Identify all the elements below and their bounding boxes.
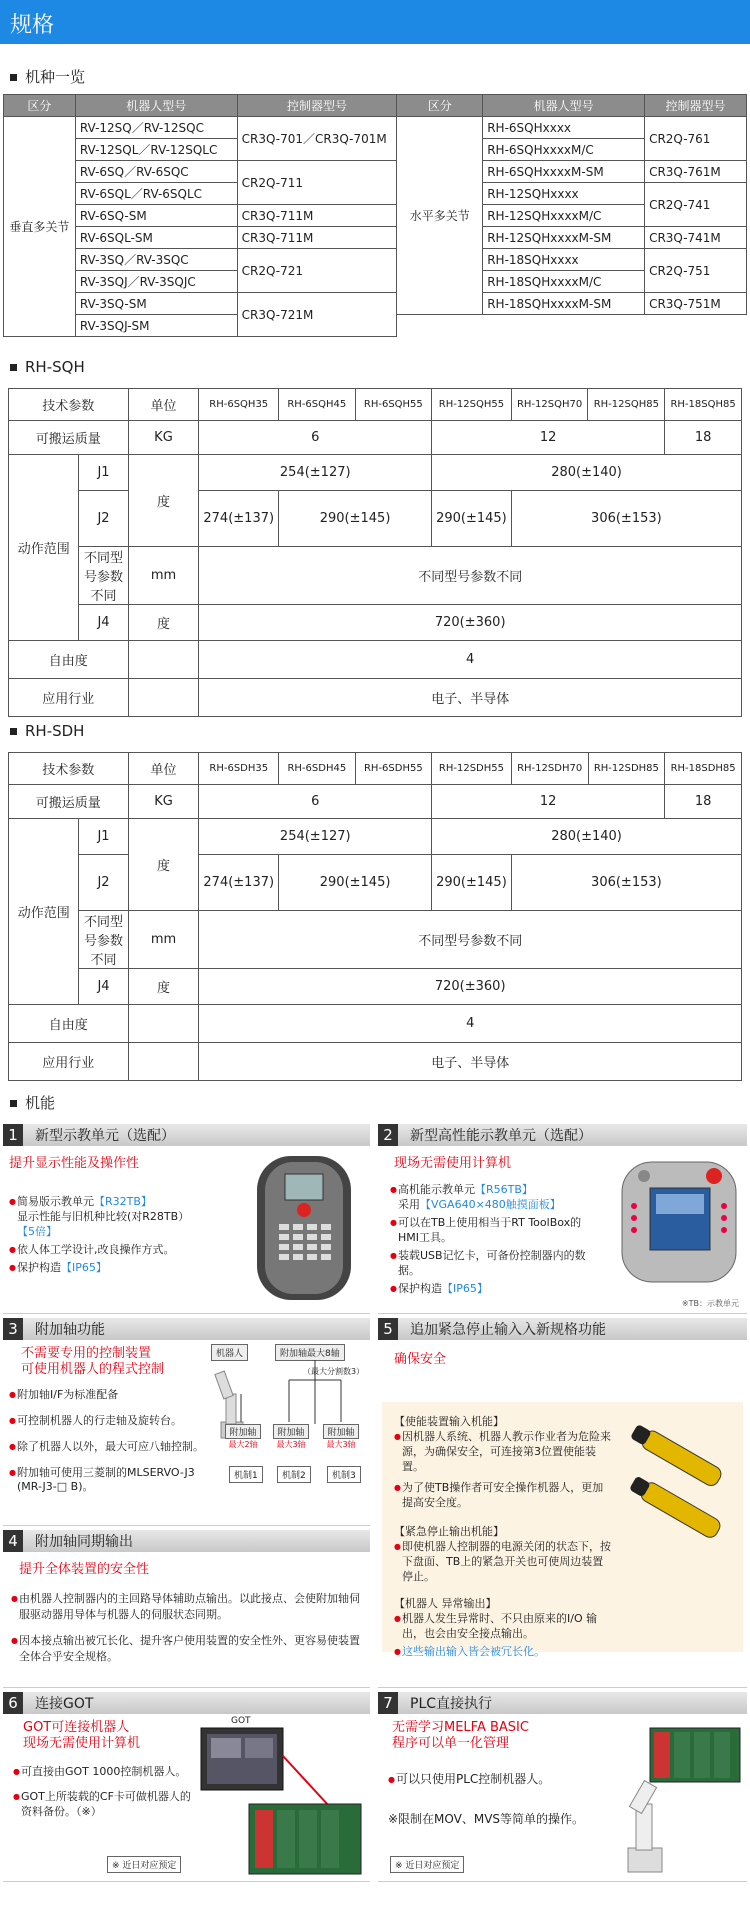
spec-row [9, 547, 742, 605]
spec-cell: 720(±360) [199, 969, 742, 1005]
spec-row [9, 1005, 742, 1043]
list-item: ● 为了使TB操作者可安全操作机器人，更加提高安全度。 [394, 1480, 614, 1510]
spec-cell [128, 641, 199, 679]
spec-cell: KG [128, 421, 199, 455]
section-sdh-title: RH-SDH [10, 722, 84, 740]
section-func-title: 机能 [10, 1092, 55, 1113]
empty-cell [397, 315, 747, 337]
spec-cell: RH-6SDH55 [355, 753, 432, 785]
feature-list: 【使能装置输入机能】 ● 因机器人系统、机器人教示作业者为危险来源，为确保安全，可连接第3位置使能装置。 ● 为了使TB操作者可安全操作机器人，更加提高安全度。 【紧急停止输出机能】 ● 即使机器人控制器的电源关闭的状态下，按下盘面、TB上的紧急开关也可使周边装置停止。 【机器人 异常输出】 ● 机器人发生异常时、不只由原来的I/O 输出，也会由安全接点输出。 ● 这些输出输入皆会被冗长化。 [394, 1414, 614, 1662]
spec-cell: 自由度 [9, 1005, 129, 1043]
list-item: ● 保护构造【IP65】 [9, 1260, 219, 1275]
list-item: ● 可控制机器人的行走轴及旋转台。 [9, 1414, 209, 1428]
spec-cell: 可搬运质量 [9, 421, 129, 455]
square-bullet-icon [10, 74, 17, 81]
model-row [4, 227, 747, 249]
robot-cell: RV-12SQ／RV-12SQC [75, 117, 237, 139]
spec-row [9, 785, 742, 819]
panel-plc [378, 1692, 747, 1882]
panel-highlight: 现场无需使用计算机 [394, 1156, 512, 1171]
controller-cell: CR2Q-751 [645, 249, 747, 293]
robot-cell: RH-18SQHxxxxM-SM [483, 293, 645, 315]
list-item: ● 装载USB记忆卡，可备份控制器内的数据。 [390, 1248, 590, 1278]
spec-cell: KG [128, 785, 199, 819]
panel-highlight: 无需学习MELFA BASIC 程序可以单一化管理 [392, 1720, 529, 1751]
model-row [4, 161, 747, 183]
spec-cell: 12 [432, 421, 665, 455]
spec-cell: 280(±140) [432, 455, 742, 491]
panel-header: 7 PLC直接执行 [378, 1692, 747, 1714]
mech-3: 附加轴 最大3轴 [323, 1424, 359, 1450]
spec-row [9, 641, 742, 679]
panel-header: 4 附加轴同期输出 [3, 1530, 370, 1552]
robot-cell: RV-6SQL-SM [75, 227, 237, 249]
spec-cell: 自由度 [9, 641, 129, 679]
got-plc-illustration [199, 1726, 365, 1876]
robot-cell: RV-6SQ-SM [75, 205, 237, 227]
robot-cell: RV-6SQ／RV-6SQC [75, 161, 237, 183]
spec-row [9, 819, 742, 855]
spec-cell: 动作范围 [9, 455, 79, 641]
list-item: ● 可直接由GOT 1000控制机器人。 [13, 1764, 193, 1779]
spec-cell: RH-12SDH55 [432, 753, 512, 785]
model-row [4, 117, 747, 139]
robot-cell: RH-18SQHxxxx [483, 249, 645, 271]
list-item: ● GOT上所装载的CF卡可做机器人的资料备份。（※） [13, 1789, 193, 1819]
robot-cell: RH-6SQHxxxx [483, 117, 645, 139]
spec-cell: 18 [665, 785, 742, 819]
spec-row [9, 753, 742, 785]
list-item: ● 可以只使用PLC控制机器人。 [388, 1772, 598, 1787]
list-item: ● 机器人发生异常时、不只由原来的I/O 输出，也会由安全接点输出。 [394, 1611, 614, 1641]
header-cell: 机器人型号 [75, 95, 237, 117]
square-bullet-icon [10, 1100, 17, 1107]
spec-row [9, 911, 742, 969]
spec-cell: 不同型号参数不同 [199, 547, 742, 605]
robot-cell: RH-12SQHxxxxM/C [483, 205, 645, 227]
mech-2: 附加轴 最大3轴 [273, 1424, 309, 1450]
model-row [4, 249, 747, 271]
robot-cell: RV-6SQL／RV-6SQLC [75, 183, 237, 205]
spec-cell: 18 [665, 421, 742, 455]
zone-cell: 垂直多关节 [4, 117, 76, 337]
feature-list [9, 1388, 209, 1497]
header-cell: 机器人型号 [483, 95, 645, 117]
spec-cell: 不同型号参数不同 [199, 911, 742, 969]
spec-cell: 254(±127) [199, 455, 432, 491]
panel-header: 5 追加紧急停止输入入新规格功能 [378, 1318, 747, 1340]
robot-cell: RV-3SQJ／RV-3SQJC [75, 271, 237, 293]
spec-cell: 单位 [128, 389, 199, 421]
panel-header: 1 新型示教单元（选配） [3, 1124, 370, 1146]
footnote: ※TB：示教单元 [681, 1299, 739, 1308]
panel-additional-axis [3, 1318, 370, 1526]
spec-cell: RH-12SQH55 [432, 389, 512, 421]
spec-cell [128, 1043, 199, 1081]
feature-list [13, 1764, 193, 1822]
spec-cell: RH-12SDH85 [588, 753, 665, 785]
spec-cell: RH-6SQH35 [199, 389, 279, 421]
model-row [4, 293, 747, 315]
robot-cell: RV-12SQL／RV-12SQLC [75, 139, 237, 161]
feature-list [388, 1772, 598, 1797]
panel-header: 2 新型高性能示教单元（选配） [378, 1124, 747, 1146]
section-models-title: 机种一览 [10, 66, 85, 87]
spec-cell: 度 [128, 969, 199, 1005]
controller-cell: CR2Q-741 [645, 183, 747, 227]
page-title: 规格 [10, 13, 55, 38]
spec-row [9, 1043, 742, 1081]
robot-cell: RV-3SQ-SM [75, 293, 237, 315]
panel-teach-unit [3, 1124, 370, 1314]
list-item: ● 高机能示教单元【R56TB】 采用【VGA640×480触摸面板】 [390, 1182, 590, 1212]
spec-cell: J1 [79, 819, 128, 855]
section-sqh-title: RH-SQH [10, 358, 85, 376]
spec-cell: 度 [128, 455, 199, 547]
spec-cell: 254(±127) [199, 819, 432, 855]
spec-cell: 电子、半导体 [199, 679, 742, 717]
panel-highlight: 确保安全 [394, 1352, 447, 1367]
spec-cell: RH-12SDH70 [511, 753, 588, 785]
header-cell: 控制器型号 [237, 95, 397, 117]
robot-cell: RH-6SQHxxxxM/C [483, 139, 645, 161]
spec-cell: 应用行业 [9, 679, 129, 717]
spec-cell: 技术参数 [9, 389, 129, 421]
model-row [4, 205, 747, 227]
spec-cell: 度 [128, 605, 199, 641]
controller-cell: CR2Q-721 [237, 249, 397, 293]
panel-highlight: GOT可连接机器人 现场无需使用计算机 [23, 1720, 141, 1751]
spec-cell: mm [128, 911, 199, 969]
spec-cell: 290(±145) [432, 491, 512, 547]
list-item: ● 即使机器人控制器的电源关闭的状态下，按下盘面、TB上的紧急开关也可使周边装置停止。 [394, 1539, 614, 1584]
controller-cell: CR3Q-721M [237, 293, 397, 337]
controller-cell: CR3Q-711M [237, 205, 397, 227]
header-cell: 区分 [397, 95, 483, 117]
sdh-table [8, 752, 742, 1081]
header-cell: 区分 [4, 95, 76, 117]
feature-list [9, 1194, 219, 1278]
spec-cell: RH-18SDH85 [665, 753, 742, 785]
panel-sync-output [3, 1530, 370, 1688]
spec-cell: 720(±360) [199, 605, 742, 641]
panel-highlight: 提升全体装置的安全性 [19, 1562, 150, 1577]
panel-highlight: 不需要专用的控制装置 可使用机器人的程式控制 [21, 1346, 165, 1377]
spec-cell: 306(±153) [511, 491, 741, 547]
spec-cell: 技术参数 [9, 753, 129, 785]
robot-cell: RH-6SQHxxxxM-SM [483, 161, 645, 183]
page-header [0, 0, 750, 44]
controller-cell: CR3Q-761M [645, 161, 747, 183]
controller-cell: CR3Q-751M [645, 293, 747, 315]
enable-switch-illustration [616, 1422, 742, 1552]
panel-header: 6 连接GOT [3, 1692, 370, 1714]
list-item: ● 保护构造【IP65】 [390, 1281, 590, 1296]
list-item: ● 附加轴I/F为标准配备 [9, 1388, 209, 1402]
spec-cell: RH-18SQH85 [665, 389, 742, 421]
feature-list [390, 1182, 590, 1299]
feature-list [3, 1591, 370, 1665]
spec-cell: 应用行业 [9, 1043, 129, 1081]
header-cell: 控制器型号 [645, 95, 747, 117]
spec-cell [128, 1005, 199, 1043]
spec-cell: 不同型号参数不同 [79, 911, 128, 969]
robot-cell: RV-3SQJ-SM [75, 315, 237, 337]
spec-cell: J4 [79, 605, 128, 641]
spec-row [9, 855, 742, 911]
spec-cell: RH-6SQH55 [355, 389, 432, 421]
spec-cell: mm [128, 547, 199, 605]
controller-cell: CR2Q-761 [645, 117, 747, 161]
spec-cell: 动作范围 [9, 819, 79, 1005]
spec-cell: 6 [199, 785, 432, 819]
spec-cell: 280(±140) [432, 819, 742, 855]
controller-cell: CR3Q-711M [237, 227, 397, 249]
robot-cell: RH-12SQHxxxx [483, 183, 645, 205]
spec-cell: 可搬运质量 [9, 785, 129, 819]
list-item: ● 附加轴可使用三菱制的MLSERVO-J3 (MR-J3-□ B)。 [9, 1466, 209, 1494]
footnote: ※ 近日对应预定 [390, 1856, 464, 1873]
spec-cell: J2 [79, 855, 128, 911]
mech-1: 附加轴 最大2轴 [225, 1424, 261, 1450]
spec-row [9, 389, 742, 421]
got-label: GOT [231, 1716, 251, 1726]
spec-cell: RH-6SQH45 [279, 389, 356, 421]
panel-emergency-stop [378, 1318, 747, 1688]
spec-cell: 290(±145) [279, 855, 432, 911]
spec-cell: RH-6SDH35 [199, 753, 279, 785]
spec-cell: 306(±153) [511, 855, 741, 911]
spec-cell: RH-6SDH45 [279, 753, 356, 785]
restriction-note: ※限制在MOV、MVS等简单的操作。 [388, 1812, 585, 1826]
plc-robot-illustration [614, 1722, 742, 1876]
robot-cell: RH-18SQHxxxxM/C [483, 271, 645, 293]
spec-cell: J4 [79, 969, 128, 1005]
list-item: ● 因机器人系统、机器人教示作业者为危险来源，为确保安全，可连接第3位置使能装置。 [394, 1429, 614, 1474]
list-item: ● 除了机器人以外，最大可应八轴控制。 [9, 1440, 209, 1454]
controller-cell: CR2Q-711 [237, 161, 397, 205]
spec-row [9, 491, 742, 547]
panel-header: 3 附加轴功能 [3, 1318, 370, 1340]
robot-cell: RH-12SQHxxxxM-SM [483, 227, 645, 249]
zone-cell: 水平多关节 [397, 117, 483, 315]
sqh-table [8, 388, 742, 717]
spec-row [9, 421, 742, 455]
spec-row [9, 969, 742, 1005]
controller-cell: CR3Q-741M [645, 227, 747, 249]
spec-cell: J2 [79, 491, 128, 547]
hp-pendant-illustration [618, 1156, 740, 1288]
square-bullet-icon [10, 728, 17, 735]
list-item: ● 简易版示教单元【R32TB】 显示性能与旧机种比较(对R28TB） 【5倍】 [9, 1194, 219, 1239]
spec-cell: 274(±137) [199, 491, 279, 547]
spec-cell: J1 [79, 455, 128, 491]
panel-hp-teach-unit [378, 1124, 747, 1314]
spec-cell [128, 679, 199, 717]
robot-cell: RV-3SQ／RV-3SQC [75, 249, 237, 271]
square-bullet-icon [10, 364, 17, 371]
spec-cell: 6 [199, 421, 432, 455]
spec-cell: 4 [199, 641, 742, 679]
spec-cell: 4 [199, 1005, 742, 1043]
list-item: ● 可以在TB上使用相当于RT ToolBox的HMI工具。 [390, 1215, 590, 1245]
footnote: ※ 近日对应预定 [107, 1856, 181, 1873]
spec-cell: 274(±137) [199, 855, 279, 911]
controller-cell: CR3Q-701／CR3Q-701M [237, 117, 397, 161]
list-item: ● 这些输出输入皆会被冗长化。 [394, 1644, 614, 1659]
spec-cell: RH-12SQH70 [511, 389, 588, 421]
spec-cell: 290(±145) [432, 855, 512, 911]
list-item: ● 依人体工学设计,改良操作方式。 [9, 1242, 219, 1257]
spec-cell: 不同型号参数不同 [79, 547, 128, 605]
diagram-lines [211, 1344, 366, 1484]
model-table [3, 94, 747, 337]
model-table-header [4, 95, 747, 117]
list-item: ● 由机器人控制器内的主回路导体辅助点输出。以此接点、会使附加轴伺服驱动器用导体与机器人的伺服状态同期。 [11, 1591, 362, 1623]
spec-cell: 度 [128, 819, 199, 911]
spec-cell: 电子、半导体 [199, 1043, 742, 1081]
spec-row [9, 605, 742, 641]
panel-highlight: 提升显示性能及操作性 [9, 1156, 140, 1171]
panel-got [3, 1692, 370, 1882]
spec-cell: 290(±145) [279, 491, 432, 547]
axis-diagram: 机器人 附加轴最大8轴 （最大分割数3） 附加轴 最大2轴 附加轴 最大3轴 附加轴 最大3轴 机制1 机制2 机制3 [211, 1344, 366, 1524]
spec-cell: 12 [432, 785, 665, 819]
spec-row [9, 679, 742, 717]
list-item: ● 因本接点输出被冗长化、提升客户使用装置的安全性外、更容易使装置全体合乎安全规格。 [11, 1633, 362, 1665]
spec-row [9, 455, 742, 491]
teach-pendant-illustration [251, 1152, 357, 1304]
spec-cell: 单位 [128, 753, 199, 785]
spec-cell: RH-12SQH85 [588, 389, 665, 421]
